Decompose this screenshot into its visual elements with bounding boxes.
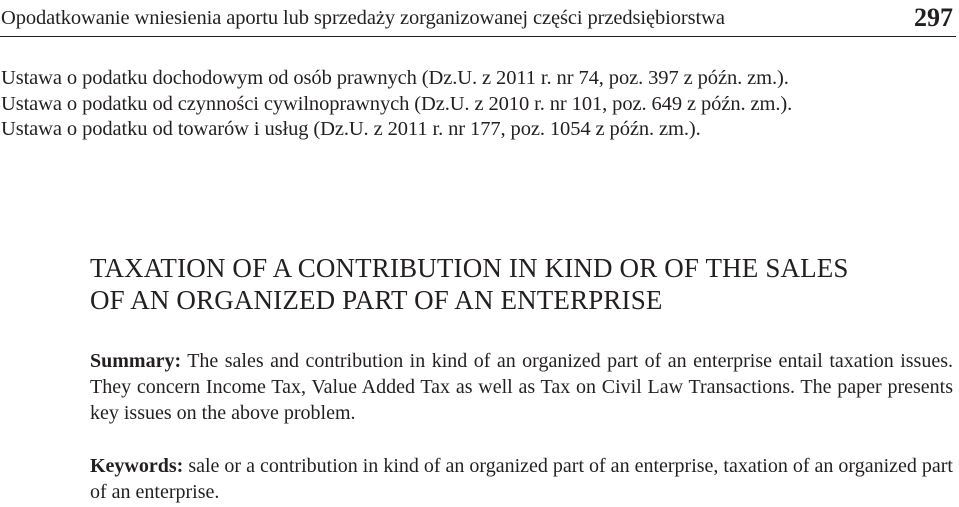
article-title-line: OF AN ORGANIZED PART OF AN ENTERPRISE	[90, 285, 663, 315]
reference-list	[1, 66, 941, 143]
reference-item: Ustawa o podatku od czynności cywilnoprawnych (Dz.U. z 2010 r. nr 101, poz. 649 z późn. zm.).	[1, 92, 793, 115]
summary-label: Summary:	[90, 350, 182, 372]
keywords-text: sale or a contribution in kind of an organized part of an enterprise, taxation of an organized part of an enterprise.	[90, 455, 953, 503]
reference-item: Ustawa o podatku dochodowym od osób prawnych (Dz.U. z 2011 r. nr 74, poz. 397 z późn. zm.).	[1, 67, 789, 89]
keywords-label: Keywords:	[90, 455, 184, 477]
summary-paragraph	[90, 348, 953, 426]
reference-item: Ustawa o podatku od towarów i usług (Dz.U. z 2011 r. nr 177, poz. 1054 z późn. zm.).	[1, 118, 701, 140]
keywords-paragraph	[90, 453, 953, 505]
summary-text: The sales and contribution in kind of an organized part of an enterprise entail taxation issues. They concern Income Tax, Value Added Tax as well as Tax on Civil Law Transactions. The paper presents key issues on the above problem.	[90, 350, 953, 424]
page-number: 297	[914, 3, 953, 32]
article-title-line: TAXATION OF A CONTRIBUTION IN KIND OR OF THE SALES	[90, 253, 849, 283]
running-title: Opodatkowanie wniesienia aportu lub sprzedaży zorganizowanej części przedsiębiorstwa	[1, 7, 725, 29]
header-divider	[0, 36, 956, 37]
running-header	[0, 5, 953, 31]
article-title	[90, 252, 950, 316]
